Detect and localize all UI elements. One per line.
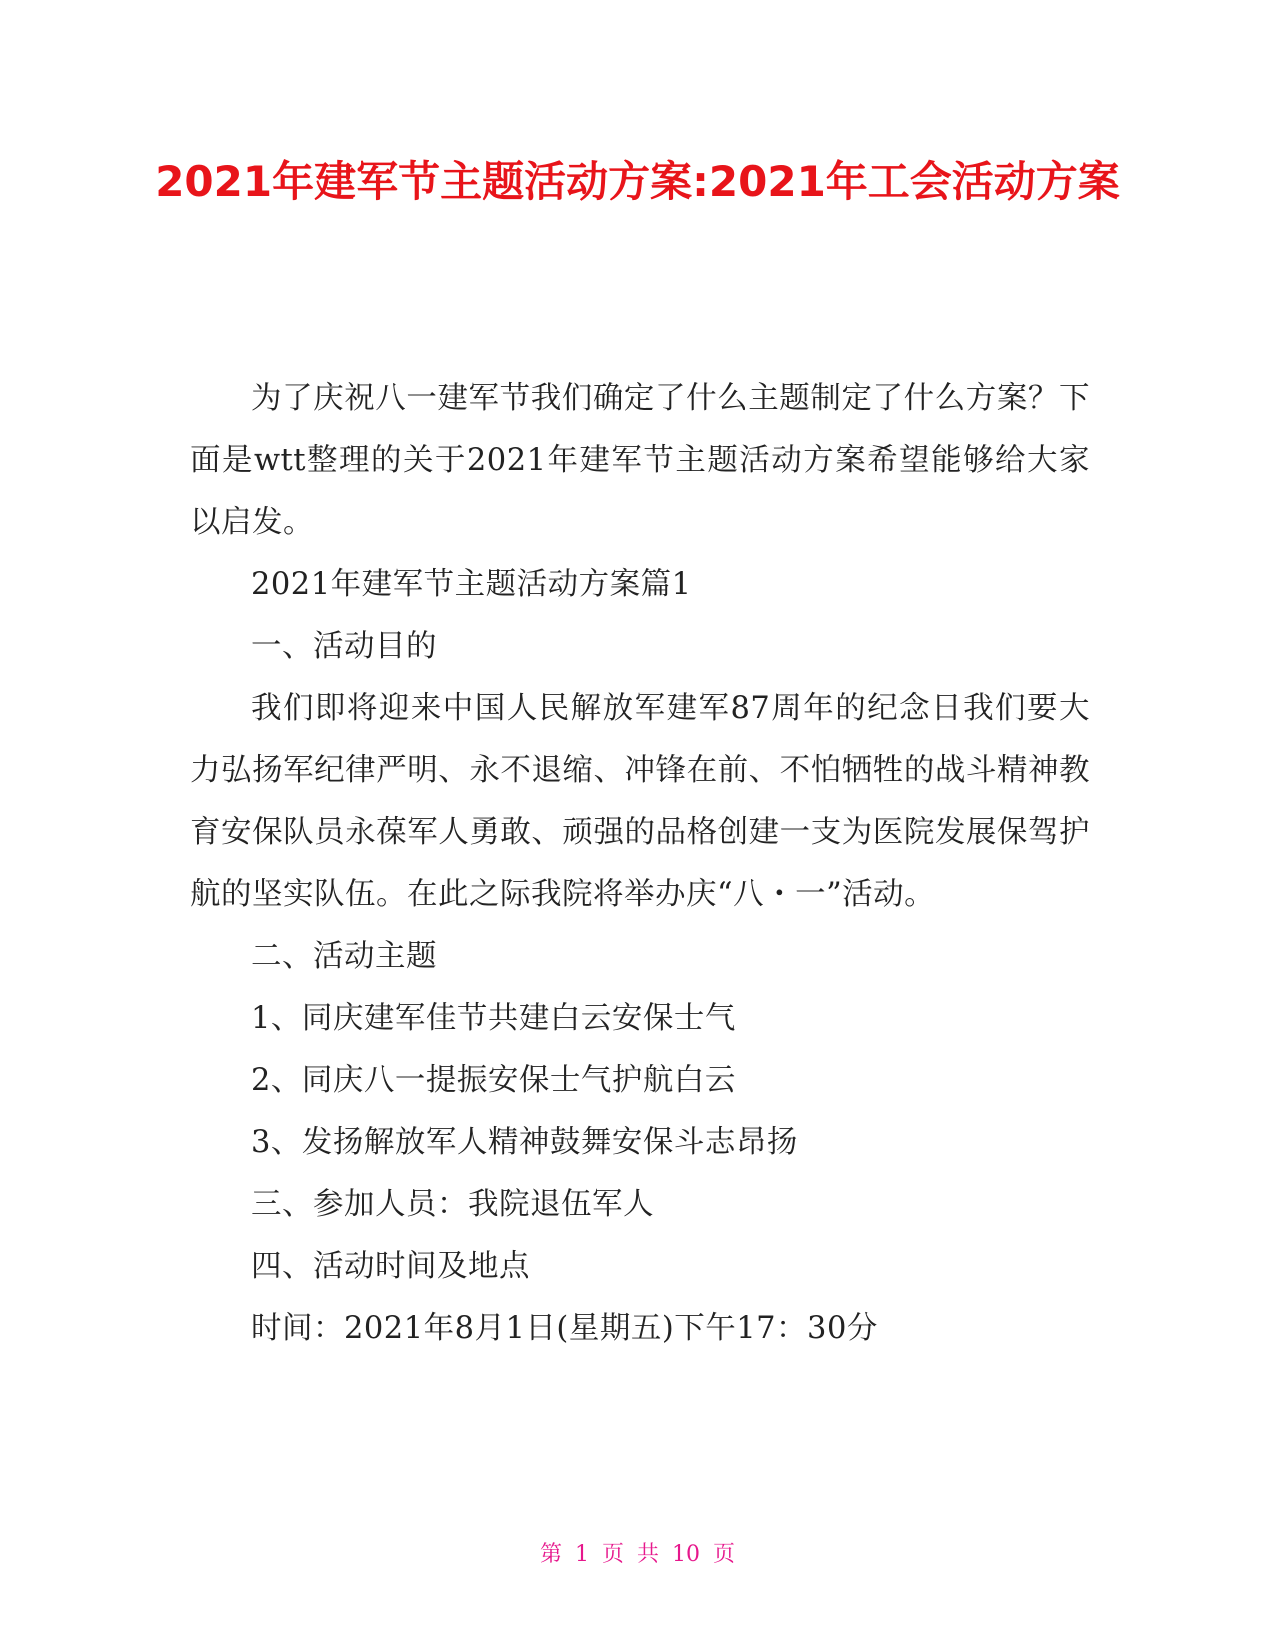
theme-item-1: 1、同庆建军佳节共建白云安保士气 [251, 1001, 736, 1036]
section-heading-plan: 2021年建军节主题活动方案篇1 [251, 567, 692, 602]
document-body [190, 368, 1090, 1360]
theme-item-3: 3、发扬解放军人精神鼓舞安保斗志昂扬 [251, 1125, 798, 1160]
section-heading-time-place: 四、活动时间及地点 [251, 1249, 530, 1284]
section-heading-participants: 三、参加人员：我院退伍军人 [251, 1187, 654, 1222]
page-footer: 第 1 页 共 10 页 [540, 1542, 735, 1567]
theme-item-2: 2、同庆八一提振安保士气护航白云 [251, 1063, 736, 1098]
document-title: 2021年建军节主题活动方案:2021年工会活动方案 [155, 157, 1120, 206]
intro-paragraph: 为了庆祝八一建军节我们确定了什么主题制定了什么方案？下面是wtt整理的关于2021年建军节主题活动方案希望能够给大家以启发。 [190, 381, 1090, 540]
time-line: 时间：2021年8月1日(星期五)下午17：30分 [251, 1311, 878, 1346]
section-heading-purpose: 一、活动目的 [251, 629, 437, 664]
purpose-paragraph: 我们即将迎来中国人民解放军建军87周年的纪念日我们要大力弘扬军纪律严明、永不退缩、冲锋在前、不怕牺牲的战斗精神教育安保队员永葆军人勇敢、顽强的品格创建一支为医院发展保驾护航的坚实队伍。在此之际我院将举办庆“八・一”活动。 [190, 691, 1090, 912]
section-heading-theme: 二、活动主题 [251, 939, 437, 974]
